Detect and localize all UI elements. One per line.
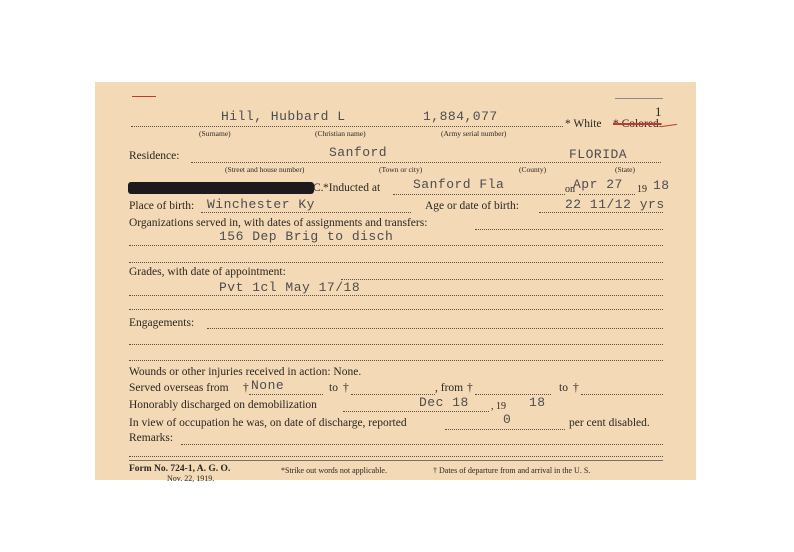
discharge-year-prefix: , 19 — [491, 401, 506, 412]
red-check-mark — [661, 124, 677, 127]
overseas-to-dagger: † — [343, 382, 349, 394]
overseas-to2-rule — [581, 394, 663, 395]
residence-state: FLORIDA — [569, 147, 628, 162]
disability-suffix: per cent disabled. — [569, 417, 650, 429]
inducted-place-rule — [393, 194, 565, 195]
organizations-rule-2 — [129, 245, 663, 246]
form-date: Nov. 22, 1919. — [167, 474, 215, 483]
caption-county: (County) — [519, 165, 547, 174]
red-mark — [132, 96, 156, 97]
redacted-area — [128, 182, 314, 194]
inducted-year: 18 — [653, 178, 670, 193]
discharge-year: 18 — [529, 395, 546, 410]
form-number: Form No. 724-1, A. G. O. — [129, 464, 231, 474]
grades-value: Pvt 1cl May 17/18 — [219, 280, 361, 295]
grades-rule-2 — [129, 295, 663, 296]
organizations-rule-1 — [475, 229, 663, 230]
caption-street: (Street and house number) — [225, 165, 305, 174]
engagements-rule-3 — [129, 360, 663, 361]
race-colored-struck: * Colored. — [613, 118, 662, 130]
overseas-to2-dagger: † — [573, 382, 579, 394]
caption-serial: (Army serial number) — [441, 129, 507, 138]
overseas-from2-label: , from — [435, 382, 464, 394]
footer-rule — [129, 460, 663, 461]
service-record-card — [95, 82, 696, 483]
remarks-label: Remarks: — [129, 432, 174, 444]
caption-surname: (Surname) — [199, 129, 231, 138]
race-white: * White — [565, 118, 602, 130]
inducted-at-label: *Inducted at — [323, 182, 381, 194]
caption-christian-name: (Christian name) — [315, 129, 366, 138]
disability-value: 0 — [503, 412, 512, 427]
birth-place-label: Place of birth: — [129, 200, 195, 212]
top-right-rule — [615, 98, 663, 99]
name-line-rule — [131, 126, 563, 127]
birth-place: Winchester Ky — [207, 197, 315, 212]
overseas-to-label: to — [329, 382, 338, 394]
age-value: 22 11/12 yrs — [565, 197, 665, 212]
discharge-label: Honorably discharged on demobilization — [129, 399, 317, 411]
redacted-suffix: C. — [313, 182, 324, 194]
grades-label: Grades, with date of appointment: — [129, 266, 286, 278]
overseas-dagger: † — [243, 382, 249, 394]
overseas-from-rule — [249, 394, 323, 395]
organizations-value: 156 Dep Brig to disch — [219, 229, 394, 244]
grades-rule-1 — [341, 279, 663, 280]
overseas-to2-label: to — [559, 382, 568, 394]
card-number: 1 — [655, 104, 662, 119]
caption-town: (Town or city) — [379, 165, 423, 174]
discharge-date: Dec 18 — [419, 395, 469, 410]
soldier-name: Hill, Hubbard L — [221, 109, 346, 124]
disability-rule — [445, 429, 565, 430]
residence-town: Sanford — [329, 145, 388, 160]
overseas-label: Served overseas from — [129, 382, 229, 394]
inducted-place: Sanford Fla — [413, 177, 505, 192]
age-rule — [539, 212, 663, 213]
engagements-rule-1 — [207, 328, 663, 329]
footnote-strike-out: *Strike out words not applicable. — [281, 466, 387, 475]
footnote-dates: † Dates of departure from and arrival in the U. S. — [433, 466, 591, 475]
residence-label: Residence: — [129, 150, 180, 162]
wounds-label: Wounds or other injuries received in action: None. — [129, 366, 362, 378]
remarks-rule-2 — [129, 456, 663, 457]
inducted-date: Apr 27 — [573, 177, 623, 192]
army-serial-number: 1,884,077 — [423, 109, 498, 124]
overseas-from2-dagger: † — [467, 382, 473, 394]
birth-place-rule — [201, 212, 411, 213]
discharge-date-rule — [343, 411, 489, 412]
organizations-label: Organizations served in, with dates of assignments and transfers: — [129, 217, 428, 229]
disability-label: In view of occupation he was, on date of discharge, reported — [129, 417, 407, 429]
organizations-rule-3 — [129, 262, 663, 263]
inducted-date-rule — [579, 194, 635, 195]
residence-rule — [191, 162, 661, 163]
inducted-on-label: on — [565, 184, 575, 195]
overseas-from-value: None — [251, 378, 285, 393]
age-label: Age or date of birth: — [425, 200, 519, 212]
caption-state: (State) — [615, 165, 635, 174]
engagements-label: Engagements: — [129, 317, 195, 329]
engagements-rule-2 — [129, 344, 663, 345]
inducted-year-prefix: 19 — [637, 184, 647, 195]
remarks-rule-1 — [181, 444, 663, 445]
grades-rule-3 — [129, 309, 663, 310]
